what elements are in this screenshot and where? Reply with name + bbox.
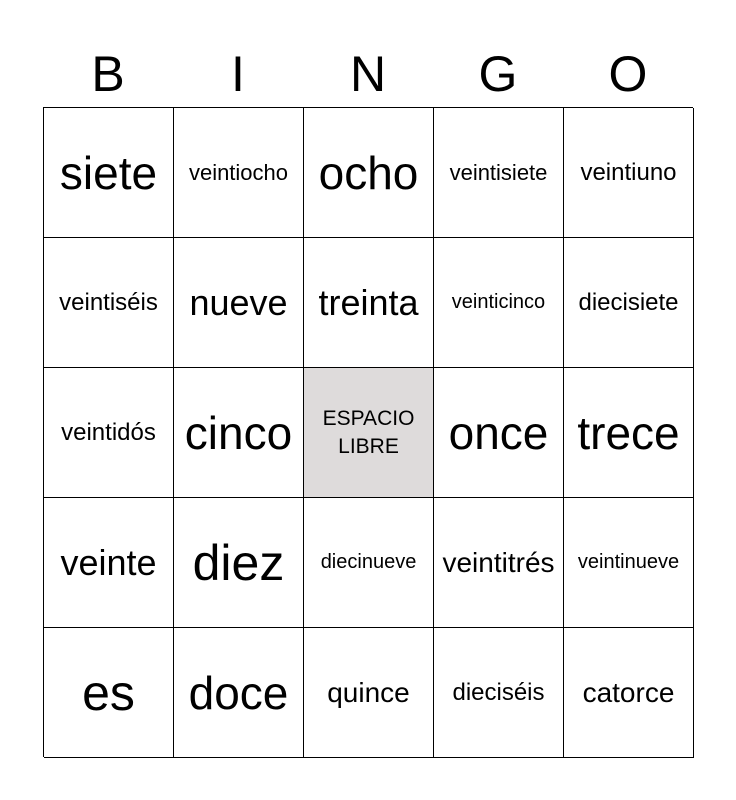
bingo-cell-r5c3[interactable]: quince	[304, 628, 434, 758]
bingo-cell-r2c3[interactable]: treinta	[304, 238, 434, 368]
bingo-header	[43, 40, 693, 108]
header-letter-b: B	[91, 46, 125, 102]
bingo-cell-r5c1[interactable]: es	[44, 628, 174, 758]
bingo-cell-r1c5[interactable]: veintiuno	[564, 108, 694, 238]
bingo-cell-r2c2[interactable]: nueve	[174, 238, 304, 368]
header-letter-o: O	[608, 46, 648, 102]
bingo-cell-r4c4[interactable]: veintitrés	[434, 498, 564, 628]
bingo-cell-r1c2[interactable]: veintiocho	[174, 108, 304, 238]
bingo-cell-r1c1[interactable]: siete	[44, 108, 174, 238]
bingo-cell-r4c3[interactable]: diecinueve	[304, 498, 434, 628]
bingo-cell-r2c5[interactable]: diecisiete	[564, 238, 694, 368]
bingo-cell-r3c4[interactable]: once	[434, 368, 564, 498]
header-letter-n: N	[349, 46, 387, 102]
bingo-cell-r4c2[interactable]: diez	[174, 498, 304, 628]
free-space-cell[interactable]: ESPACIO LIBRE	[304, 368, 434, 498]
bingo-cell-r3c5[interactable]: trece	[564, 368, 694, 498]
bingo-cell-r3c1[interactable]: veintidós	[44, 368, 174, 498]
bingo-board	[43, 107, 693, 757]
header-letter-g: G	[478, 46, 518, 102]
bingo-cell-r5c4[interactable]: dieciséis	[434, 628, 564, 758]
bingo-cell-r4c1[interactable]: veinte	[44, 498, 174, 628]
bingo-cell-r1c4[interactable]: veintisiete	[434, 108, 564, 238]
bingo-cell-r2c1[interactable]: veintiséis	[44, 238, 174, 368]
bingo-cell-r4c5[interactable]: veintinueve	[564, 498, 694, 628]
bingo-cell-r1c3[interactable]: ocho	[304, 108, 434, 238]
bingo-cell-r2c4[interactable]: veinticinco	[434, 238, 564, 368]
header-letter-i: I	[231, 46, 245, 102]
bingo-cell-r5c5[interactable]: catorce	[564, 628, 694, 758]
bingo-cell-r5c2[interactable]: doce	[174, 628, 304, 758]
bingo-cell-r3c2[interactable]: cinco	[174, 368, 304, 498]
